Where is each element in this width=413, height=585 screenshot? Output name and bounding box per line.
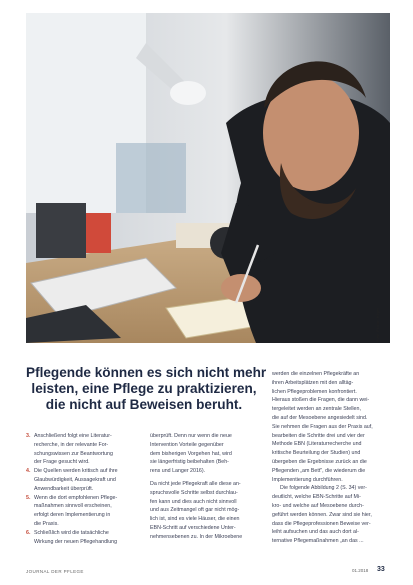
footer-issue: 01.2018 — [352, 568, 369, 573]
list-item: 5. Wenn die dort empfohlenen Pflege- — [26, 494, 118, 501]
list-item: 6. Schließlich wird die tatsächliche — [26, 529, 109, 536]
column-3: werden die einzelnen Pflegekräfte an ihren Arbeitsplätzen mit den alltäg- lichen Pflegeproblemen konfrontiert. Hieraus stoßen die Fragen, die dann wei- tergeleitet werden an zentrale Stellen, die auf der Mesoebene angesiedelt sind. Sie nehmen die Fragen aus der Praxis auf, bearbeiten die Schritte drei und vier der Methode EBN (Literaturrecherche und kritische Beurteilung der Studien) und übergeben die Ergebnisse zurück an die Pflegenden „am Bett", die wiederum die Implementierung durchführen. Die folgende Abbildung 2 (S. 34) ver- deutlicht, welche EBN-Schritte auf Mi- kro- und welche auf Mesoebene durch- geführt werden können. Zwar sind sie hier, dass die Pflegeprofessionen Beweise ver- leiht aufsuchen und das auch dort al- ternative Pflegemaßnahmen „an das ... — [272, 371, 373, 545]
pull-quote-line: die nicht auf Beweisen beruht. — [45, 397, 243, 412]
list-item: 3. Anschließend folgt eine Literatur- — [26, 433, 112, 439]
column-1: 3. Anschließend folgt eine Literatur- recherche, in der relevante For- schungswissen zur Beantwortung der Frage gesucht wird. 4. Die Quellen werden kritisch auf ihre Glaubwürdigkeit, Aussagekraft und Anwendbarkeit überprüft. 5. Wenn die dort empfohlenen Pflege- maßnahmen sinnvoll erscheinen, erfolgt deren Implementierung in die Praxis. 6. Schließlich wird die tatsächliche Wirkung der neuen Pflegehandlung — [26, 432, 138, 546]
photo-credit: Foto: Florian Hilger — [375, 307, 380, 342]
list-item: 4. Die Quellen werden kritisch auf ihre — [26, 468, 118, 475]
page-number: 33 — [377, 566, 385, 573]
hero-photo — [26, 13, 390, 343]
pull-quote-line: Pflegende können es sich nicht mehr — [26, 365, 267, 380]
column-2: überprüft. Denn nur wenn die neue Intervention Vorteile gegenüber dem bisherigen Vorgehen hat, wird sie längerfristig beibehalten (Beh- rens und Langer 2016). Da nicht jede Pflegekraft alle diese an- spruchsvolle Schritte selbst durchlau- fen kann und dies auch nicht sinnvoll und aus Zeitmangel oft gar nicht mög- lich ist, sind es viele Häuser, die einen EBN-Schritt auf verschiedene Unter- nehmensebenen zu. In der Mikroebene — [150, 433, 243, 540]
pull-quote — [26, 365, 267, 413]
pull-quote-line: leisten, eine Pflege zu praktizieren, — [31, 381, 257, 396]
photo-illustration — [26, 13, 390, 343]
footer-publication: JOURNAL DER PFLEGE — [26, 569, 84, 574]
